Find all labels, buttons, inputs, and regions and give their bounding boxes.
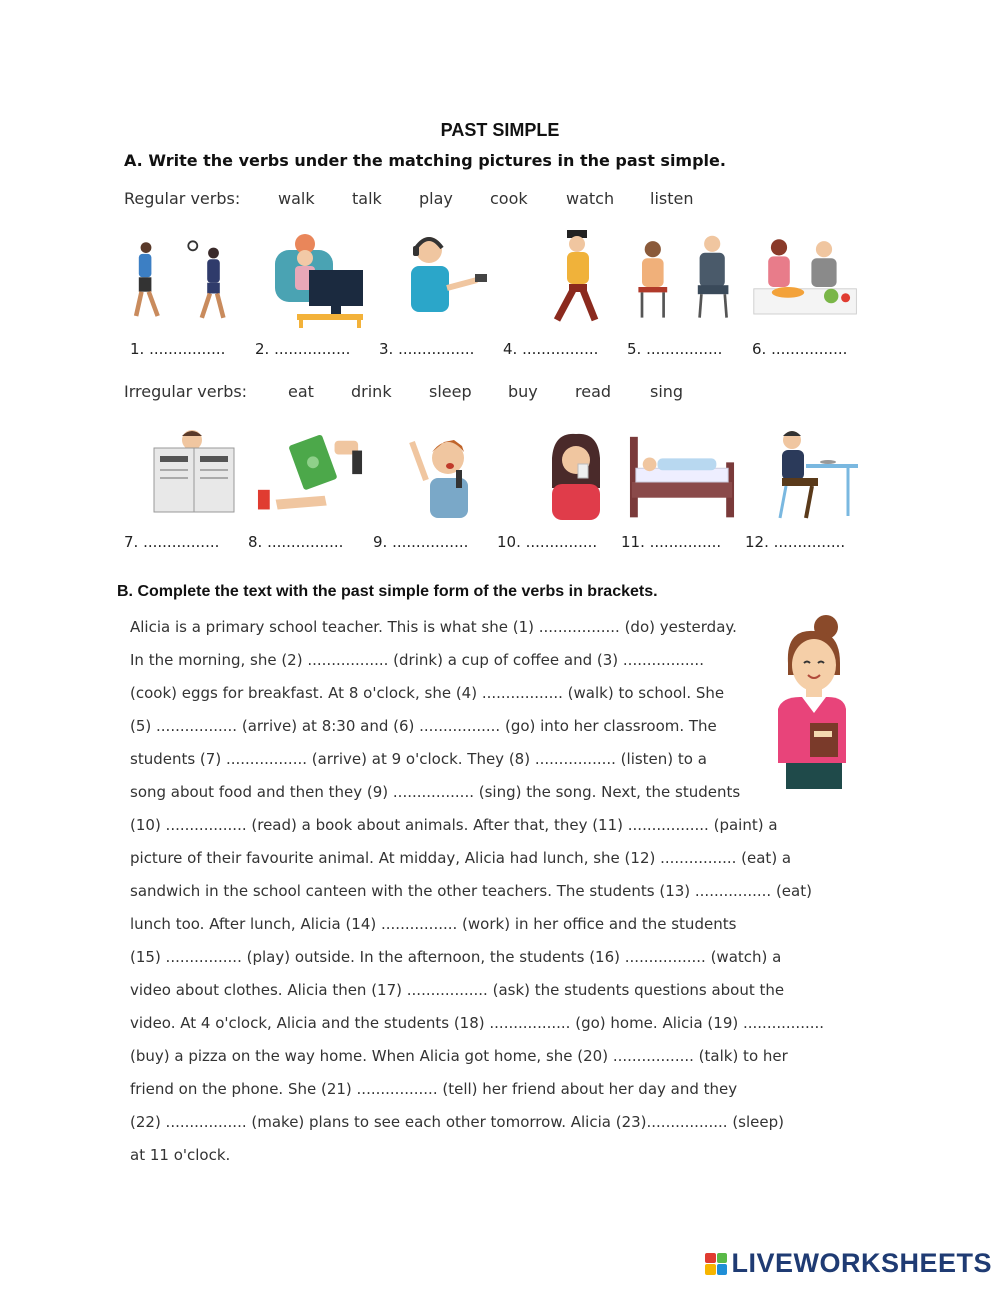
verb-sing: sing bbox=[650, 382, 684, 401]
liveworksheets-logo-icon bbox=[705, 1253, 727, 1275]
text-line: (22) ................. (make) plans to see each other tomorrow. Alicia (23)................. (sleep) bbox=[130, 1113, 784, 1131]
section-a-heading: A. Write the verbs under the matching pictures in the past simple. bbox=[124, 151, 726, 170]
text-line: (15) ................ (play) outside. In the afternoon, the students (16) ................. (watch) a bbox=[130, 948, 782, 966]
verb-walk: walk bbox=[278, 189, 315, 208]
blank-2[interactable]: 2. ................ bbox=[255, 340, 351, 358]
text-line: at 11 o'clock. bbox=[130, 1146, 231, 1164]
man-walking-picture bbox=[525, 228, 633, 328]
irregular-verbs-row bbox=[0, 382, 1000, 404]
verb-watch: watch bbox=[566, 189, 615, 208]
person-sleeping-picture bbox=[628, 432, 736, 532]
verb-eat: eat bbox=[288, 382, 314, 401]
man-eating-picture bbox=[758, 424, 866, 524]
text-line: students (7) ................. (arrive) at 9 o'clock. They (8) ................. (listen) to a bbox=[130, 750, 707, 768]
verb-buy: buy bbox=[508, 382, 538, 401]
couple-cooking-picture bbox=[752, 228, 860, 328]
blank-12[interactable]: 12. ............... bbox=[745, 533, 846, 551]
woman-drinking-picture bbox=[522, 428, 630, 528]
blank-5[interactable]: 5. ................ bbox=[627, 340, 723, 358]
text-line: song about food and then they (9) ................. (sing) the song. Next, the students bbox=[130, 783, 741, 801]
verb-drink: drink bbox=[351, 382, 392, 401]
blank-4[interactable]: 4. ................ bbox=[503, 340, 599, 358]
verb-talk: talk bbox=[352, 189, 382, 208]
children-playing-football-picture bbox=[128, 230, 236, 330]
text-line: (cook) eggs for breakfast. At 8 o'clock, she (4) ................. (walk) to school. She bbox=[130, 684, 725, 702]
text-line: (10) ................. (read) a book about animals. After that, they (11) ................. (paint) a bbox=[130, 816, 778, 834]
liveworksheets-logo[interactable] bbox=[705, 1248, 992, 1279]
verb-play: play bbox=[419, 189, 453, 208]
regular-verbs-label: Regular verbs: bbox=[124, 189, 241, 208]
logo-text: LIVEWORKSHEETS bbox=[731, 1248, 992, 1278]
page-title: PAST SIMPLE bbox=[440, 120, 560, 140]
text-line: video about clothes. Alicia then (17) ................. (ask) the students questions about the bbox=[130, 981, 785, 999]
blank-10[interactable]: 10. ............... bbox=[497, 533, 598, 551]
people-talking-picture bbox=[633, 228, 741, 328]
blank-7[interactable]: 7. ................ bbox=[124, 533, 220, 551]
text-line: sandwich in the school canteen with the other teachers. The students (13) ................ (eat) bbox=[130, 882, 812, 900]
man-reading-newspaper-picture bbox=[140, 426, 248, 526]
text-line: (buy) a pizza on the way home. When Alicia got home, she (20) ................. (talk) to her bbox=[130, 1047, 788, 1065]
text-line: lunch too. After lunch, Alicia (14) ................ (work) in her office and the students bbox=[130, 915, 737, 933]
boy-listening-music-picture bbox=[395, 228, 503, 328]
verb-listen: listen bbox=[650, 189, 694, 208]
blank-11[interactable]: 11. ............... bbox=[621, 533, 722, 551]
blank-1[interactable]: 1. ................ bbox=[130, 340, 226, 358]
text-line: friend on the phone. She (21) ................. (tell) her friend about her day and they bbox=[130, 1080, 738, 1098]
blank-9[interactable]: 9. ................ bbox=[373, 533, 469, 551]
blank-3[interactable]: 3. ................ bbox=[379, 340, 475, 358]
text-line: (5) ................. (arrive) at 8:30 and (6) ................. (go) into her classroom. The bbox=[130, 717, 717, 735]
hands-buying-money-picture bbox=[256, 430, 364, 530]
regular-verbs-row bbox=[0, 189, 1000, 211]
text-line: Alicia is a primary school teacher. This is what she (1) ................. (do) yesterday. bbox=[130, 618, 737, 636]
blank-6[interactable]: 6. ................ bbox=[752, 340, 848, 358]
teacher-picture bbox=[770, 613, 850, 789]
verb-sleep: sleep bbox=[429, 382, 472, 401]
irregular-verbs-label: Irregular verbs: bbox=[124, 382, 248, 401]
section-b-heading: B. Complete the text with the past simple form of the verbs in brackets. bbox=[117, 583, 658, 600]
text-line: In the morning, she (2) ................. (drink) a cup of coffee and (3) ................. bbox=[130, 651, 704, 669]
boy-singing-picture bbox=[398, 428, 506, 528]
verb-read: read bbox=[575, 382, 612, 401]
verb-cook: cook bbox=[490, 189, 528, 208]
text-line: picture of their favourite animal. At midday, Alicia had lunch, she (12) ................ (eat) a bbox=[130, 849, 792, 867]
text-line: video. At 4 o'clock, Alicia and the students (18) ................. (go) home. Alicia (19) ................. bbox=[130, 1014, 825, 1032]
blank-8[interactable]: 8. ................ bbox=[248, 533, 344, 551]
woman-watching-tv-picture bbox=[265, 228, 373, 328]
